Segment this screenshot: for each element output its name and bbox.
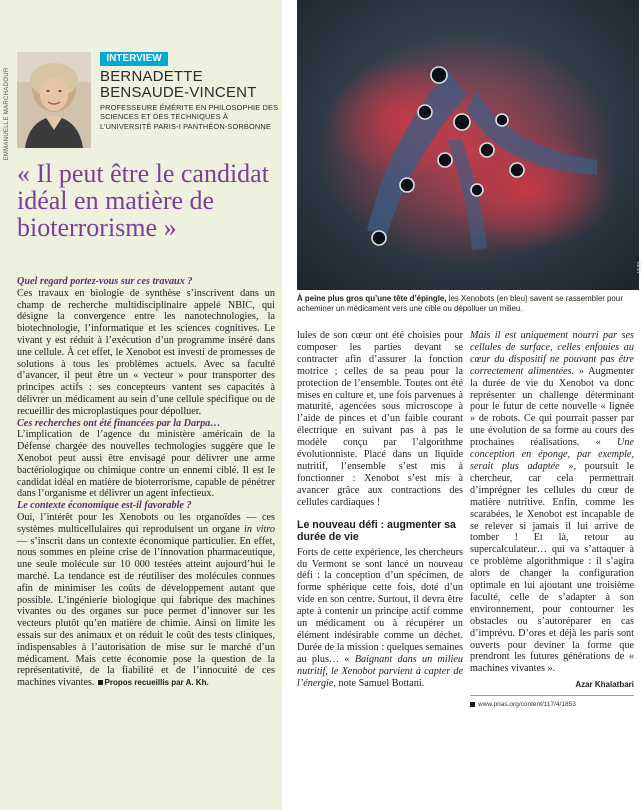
interview-sidebar — [0, 0, 282, 810]
interviewee-name: BERNADETTE BENSAUDE-VINCENT — [100, 68, 257, 101]
footnote-mark-icon — [470, 702, 475, 707]
xenobots-photo — [297, 0, 643, 290]
interview-headline: « Il peut être le candidat idéal en matière de bioterrorisme » — [17, 159, 269, 242]
end-mark-icon — [98, 680, 103, 685]
footnote-link[interactable]: www.pnas.org/content/117/4/1853 — [478, 701, 576, 709]
footnote — [470, 699, 634, 711]
article-paragraph: lules de son cœur ont été choisies pour composer les parties devant se contracter afin d’assurer la fonction motrice ; celles de sa peau pour la protection de l’ensemble. Toutes ont été mises en culture et, une fois parvenues à maturité, agencées sous microscope à l’aide de pinces et d’un faible courant électrique en suivant pas à pas le modèle conçu par l’algorithme évolutionniste. Placé dans un liquide nutritif, l’ensemble s’est mis à fonctionner : Xenobot s’est mis à avancer grâce aux contractions des cellules cardiaques ! — [297, 330, 463, 508]
footnote-divider — [470, 695, 634, 696]
article-paragraph: Forts de cette expérience, les chercheurs du Vermont se sont lancé un nouveau défi : la conception d’un spécimen, de forme sphérique cette fois, doté d’un vide en son centre. Surtout, il devra être apte à contenir un principe actif comme un médicament ou à récupérer un élément indésirable comme un déchet. Durée de la mission : quelques semaines au plus… « Baignant dans un milieu nutritif, le Xenobot parvient à capter de l’énergie, note Samuel Bottani. — [297, 546, 463, 689]
photo-credit: EMMANUELLE MARCHADOUR — [4, 67, 10, 161]
article-author: Azar Khalatbari — [575, 680, 634, 690]
image-credit: UVM — [637, 262, 643, 274]
answer-3: Oui, l’intérêt pour les Xenobots ou les organoïdes — ces systèmes multicellulaires qui reproduisent un organe in vitro — s’inscrit dans un contexte économique particulier. En effet, nous sommes en pleine crise de l’innovation pharmaceutique, une seule molécule sur 10 000 testées atteint aujourd’hui le marché. La tendance est de réutiliser des molécules connues afin de minimiser les coûts de développement autant que possible. L’ingénierie biologique qui fabrique des machines vivantes ou des organes sur puce permet d’innover sur les vecteurs plutôt qu’en matière de chimie. Ainsi on limite les essais sur des animaux et on réduit le coût des tests cliniques, indispensables à l’autorisation de mise sur le marché d’un médicament. Mais cette économie pose la question de la représentativité, de la fiabilité et de l’innocuité de ces machines vivantes. Propos recueillis par A. Kh. — [17, 511, 275, 689]
portrait-photo — [17, 52, 91, 148]
question-3: Le contexte économique est-il favorable ? — [17, 500, 192, 512]
figure-caption: À peine plus gros qu’une tête d’épingle, les Xenobots (en bleu) savent se rassembler pour acheminer un médicament vers une cible ou dépolluer un milieu. — [297, 294, 623, 313]
interview-body — [17, 276, 275, 689]
answer-1: Ces travaux en biologie de synthèse s’inscrivent dans un champ de recherche multidisciplinaire appelé NBIC, qui désigne la convergence entre les nanotechnologies, la biotechnologie, l’informatique et les sciences cognitives. Le vivant y est réduit à l’exécution d’un programme inséré dans une cellule. À cet effet, le Xenobot est investi de promesses de solutions à tous les problèmes actuels. Avec sa faculté d’avancer, il peut être un « vecteur » pour transporter des principes actifs : ses concepteurs vantent ses capacités à délivrer un médicament au sein d’une cellule spécifique ou de recueillir des microplastiques pour dépolluer. — [17, 287, 275, 417]
answer-2: L’implication de l’agence du ministère américain de la Défense chargée des nouvelles technologies suggère que le Xenobot peut aussi être envisagé pour délivrer une arme bactériologique ou chimique contre un ennemi ciblé. Il est le candidat idéal en matière de bioterrorisme, capable de pénétrer dans l’organisme et délivrer un agent infectieux. — [17, 429, 275, 500]
interview-tag: INTERVIEW — [100, 52, 168, 66]
interviewee-role: PROFESSEURE ÉMÉRITE EN PHILOSOPHIE DES SCIENCES ET DES TECHNIQUES À L’UNIVERSITÉ PARIS-I PANTHÉON-SORBONNE — [100, 103, 279, 131]
interview-signature: Propos recueillis par A. Kh. — [104, 678, 209, 688]
question-1: Quel regard portez-vous sur ces travaux ? — [17, 276, 193, 287]
article-column-2 — [297, 330, 463, 689]
article-paragraph: Mais il est uniquement nourri par ses cellules de surface, celles enfouies au cœur du dispositif ne pouvant pas être correctement alimentées. » Augmenter la durée de vie du Xenobot va donc représenter un challenge déterminant pour le futur de cette nouvelle « lignée » de robots. Ce qui pourrait passer par une évolution de sa forme au cours des prochaines réalisations. « Une conception en éponge, par exemple, serait plus adaptée », poursuit le chercheur, car cela permettrait d’imprégner les cellules du cœur de matière nutritive. Enfin, comme les scarabées, le Xenobot est incapable de se relever si jamais il lui arrive de tomber ! Et là, retour au supercalculateur… qui va s’attaquer à ce problème algorithmique : il s’agira alors de changer la configuration optimale en lui ajoutant une troisième faculté, celle de s’adapter à son environnement, pour contourner les obstacles ou s’autoréparer en cas d’imprévu. D’ores et déjà les paris sont ouverts pour deviner la forme que prendront les futures générations de « machines vivantes ». — [470, 330, 635, 675]
article-column-3 — [470, 330, 634, 711]
section-subhead: Le nouveau défi : augmenter sa durée de vie — [297, 518, 456, 543]
question-2: Ces recherches ont été financées par la Darpa… — [17, 417, 221, 429]
